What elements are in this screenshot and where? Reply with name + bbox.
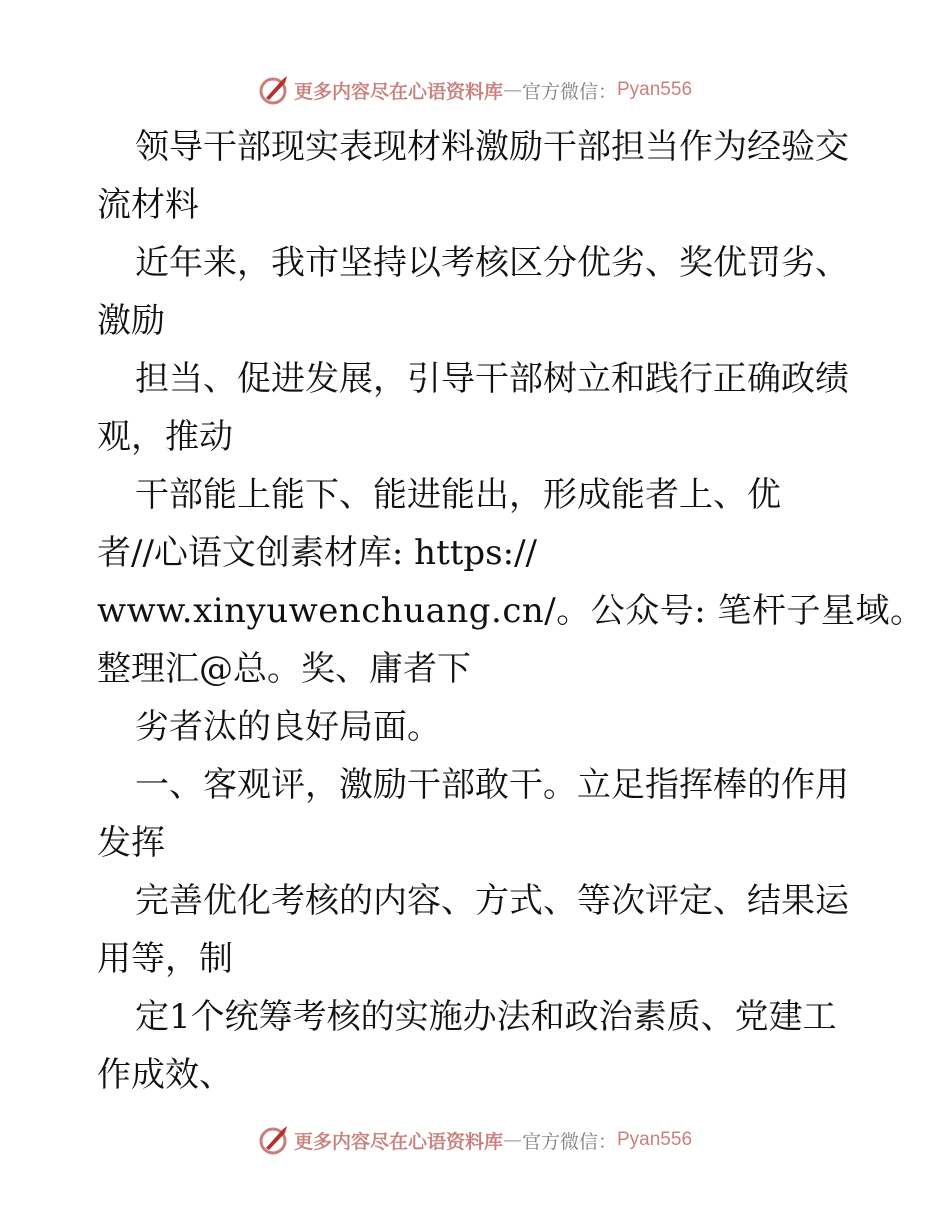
- doc-line: 完善优化考核的内容、方式、等次评定、结果运: [135, 881, 849, 921]
- doc-line: 流材料: [97, 185, 199, 225]
- doc-line: 发挥: [97, 823, 165, 863]
- banner-wechat-id: Pyan556: [617, 79, 693, 100]
- doc-line: 整理汇@总。奖、庸者下: [97, 649, 471, 689]
- doc-line: 作成效、: [97, 1055, 233, 1095]
- banner-wechat-id: Pyan556: [617, 1129, 693, 1150]
- banner-separator: —: [502, 79, 522, 101]
- doc-line: 一、客观评，激励干部敢干。立足指挥棒的作用: [135, 765, 849, 805]
- banner-wechat-label: 官方微信：: [521, 1130, 617, 1153]
- banner-wechat-label: 官方微信：: [521, 80, 617, 103]
- quill-pen-logo-icon: [258, 1124, 290, 1156]
- doc-line: 干部能上能下、能进能出，形成能者上、优: [135, 475, 781, 515]
- banner-separator: —: [502, 1129, 522, 1151]
- doc-line: 观，推动: [97, 417, 233, 457]
- doc-line-url: www.xinyuwenchuang.cn/。公众号: 笔杆子星域。: [97, 591, 925, 631]
- doc-line: 领导干部现实表现材料激励干部担当作为经验交: [135, 127, 849, 167]
- doc-line: 劣者汰的良好局面。: [135, 707, 441, 747]
- doc-line: 激励: [97, 301, 165, 341]
- doc-line: 用等，制: [97, 939, 233, 979]
- doc-line: 者//心语文创素材库: https://: [97, 533, 537, 573]
- header-watermark-banner: [0, 70, 950, 110]
- doc-line: 近年来，我市坚持以考核区分优劣、奖优罚劣、: [135, 243, 849, 283]
- doc-line: 担当、促进发展，引导干部树立和践行正确政绩: [135, 359, 849, 399]
- banner-text: 更多内容尽在心语资料库: [293, 80, 503, 103]
- banner-text: 更多内容尽在心语资料库: [293, 1130, 503, 1153]
- document-body: [97, 118, 925, 1104]
- doc-line: 定1个统筹考核的实施办法和政治素质、党建工: [135, 997, 837, 1037]
- quill-pen-logo-icon: [258, 74, 290, 106]
- footer-watermark-banner: [0, 1120, 950, 1160]
